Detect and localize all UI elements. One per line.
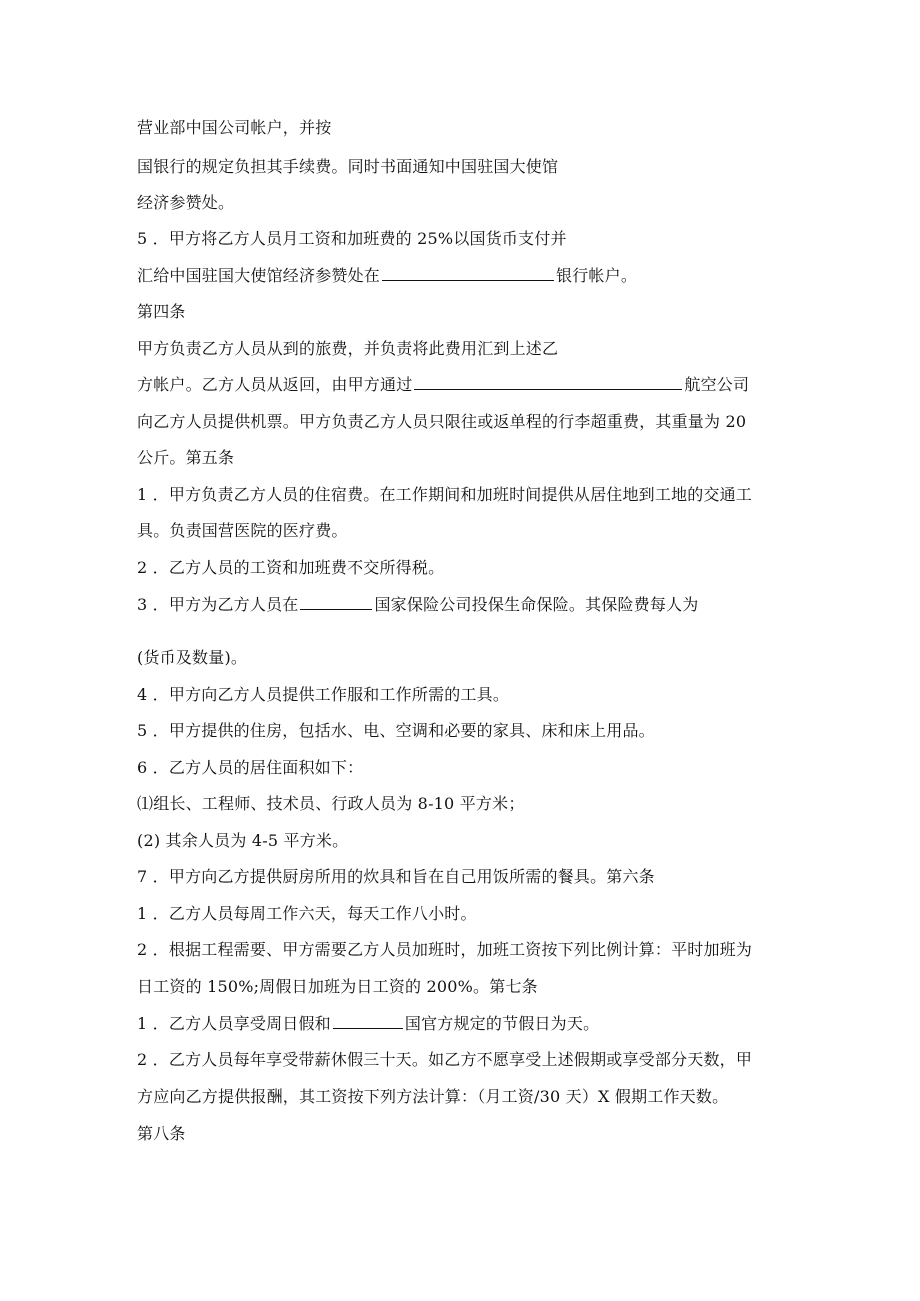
text-segment: 国官方规定的节假日为天。	[404, 1014, 600, 1033]
text-line: 7 ．甲方向乙方提供厨房所用的炊具和旨在自己用饭所需的餐具。第六条	[137, 867, 655, 886]
text-line: 5 ．甲方将乙方人员月工资和加班费的 25%以国货币支付并	[137, 229, 567, 248]
text-line: ⑴组长、工程师、技术员、行政人员为 8-10 平方米；	[137, 794, 525, 813]
text-line: 4 ．甲方向乙方人员提供工作服和工作所需的工具。	[137, 685, 510, 704]
text-segment: 汇给中国驻国大使馆经济参赞处在	[137, 266, 381, 285]
text-line: 甲方负责乙方人员从到的旅费，并负责将此费用汇到上述乙	[137, 339, 559, 358]
text-line: 6 ．乙方人员的居住面积如下：	[137, 758, 364, 777]
fill-in-blank	[333, 1014, 403, 1029]
text-line	[137, 375, 749, 395]
text-line: 向乙方人员提供机票。甲方负责乙方人员只限往或返单程的行李超重费，其重量为 20	[137, 412, 747, 431]
fill-in-blank	[414, 375, 682, 390]
text-line: 日工资的 150%;周假日加班为日工资的 200%。第七条	[137, 977, 538, 996]
text-line: 方应向乙方提供报酬，其工资按下列方法计算：（月工资/30 天）X 假期工作天数。	[137, 1087, 729, 1106]
text-line: 1 ．乙方人员每周工作六天，每天工作八小时。	[137, 904, 477, 923]
text-line: 1 ．甲方负责乙方人员的住宿费。在工作期间和加班时间提供从居住地到工地的交通工	[137, 485, 753, 504]
fill-in-blank	[300, 595, 372, 610]
text-segment: 航空公司	[684, 375, 750, 394]
text-line: 2 ．根据工程需要、甲方需要乙方人员加班时，加班工资按下列比例计算：平时加班为	[137, 940, 753, 959]
text-line: 2 ．乙方人员每年享受带薪休假三十天。如乙方不愿享受上述假期或享受部分天数，甲	[137, 1050, 753, 1069]
text-segment: 银行帐户。	[556, 266, 638, 285]
text-line	[137, 266, 637, 286]
text-line: 5 ．甲方提供的住房，包括水、电、空调和必要的家具、床和床上用品。	[137, 721, 655, 740]
text-line: 2 ．乙方人员的工资和加班费不交所得税。	[137, 558, 445, 577]
section-heading: 第四条	[137, 302, 186, 321]
text-line	[137, 595, 698, 615]
text-segment: 3 ．甲方为乙方人员在	[137, 595, 299, 614]
text-line: 营业部中国公司帐户，并按	[137, 118, 332, 137]
section-heading: 第八条	[137, 1124, 186, 1143]
text-segment: 1 ．乙方人员享受周日假和	[137, 1014, 331, 1033]
text-line: 国银行的规定负担其手续费。同时书面通知中国驻国大使馆	[137, 157, 559, 176]
text-line	[137, 1014, 599, 1034]
text-line: (2) 其余人员为 4-5 平方米。	[137, 831, 349, 850]
text-segment: 方帐户。乙方人员从返回，由甲方通过	[137, 375, 413, 394]
text-line: 具。负责国营医院的医疗费。	[137, 521, 348, 540]
text-line: 公斤。第五条	[137, 448, 235, 467]
text-line: (货币及数量)。	[137, 648, 248, 667]
text-line: 经济参赞处。	[137, 193, 235, 212]
text-segment: 国家保险公司投保生命保险。其保险费每人为	[374, 595, 699, 614]
fill-in-blank	[382, 266, 554, 281]
